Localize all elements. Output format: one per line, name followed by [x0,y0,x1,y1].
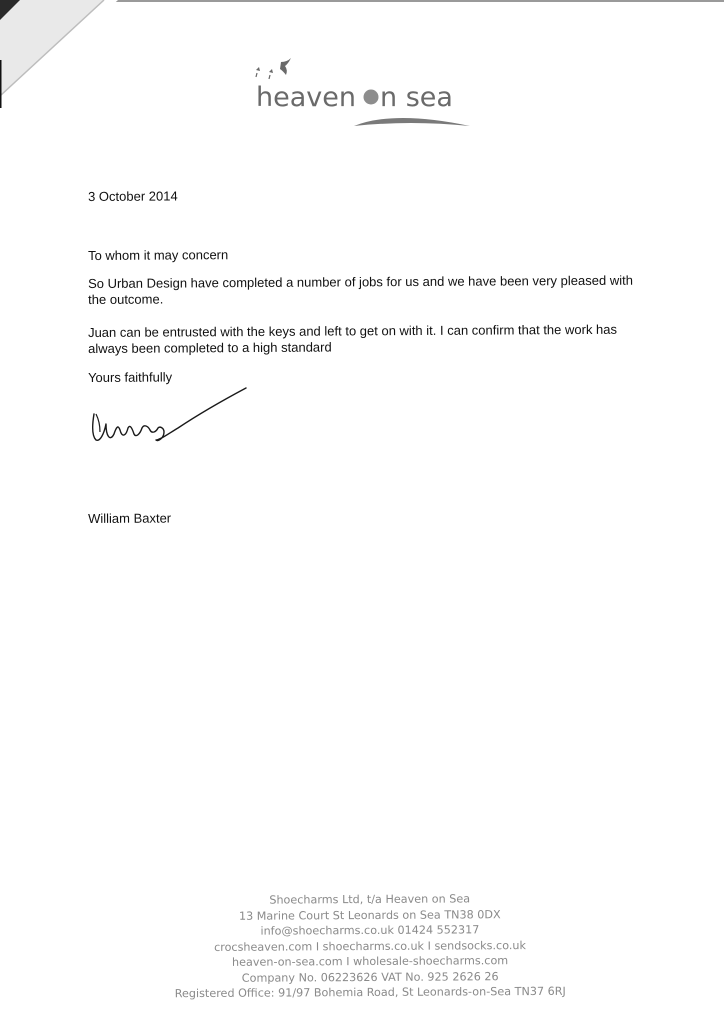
footer-websites-2: heaven-on-sea.com I wholesale-shoecharms.com [231,954,509,969]
footer-company-numbers: Company No. 06223626 VAT No. 925 2626 26 [241,969,499,985]
footer-company-info [140,891,601,1002]
company-logo [250,56,480,136]
signatory-name: William Baxter [88,510,172,526]
logo-wordmark-drawn [250,56,480,136]
footer-websites-1: crocsheaven.com I shoecharms.co.uk I sendsocks.co.uk [214,938,526,954]
letter-paragraph-1: So Urban Design have completed a number of jobs for us and we have been very pleased with the outcome. [88,272,633,307]
letter-paragraph-2: Juan can be entrusted with the keys and left to get on with it. I can confirm that the work has always been completed to a high standard [88,321,618,356]
svg-text:heaven: heaven [256,82,356,113]
footer-company-name: Shoecharms Ltd, t/a Heaven on Sea [269,892,471,907]
footer-address: 13 Marine Court St Leonards on Sea TN38 0DX [238,907,501,923]
svg-text:n sea: n sea [380,82,453,113]
footer-registered-office: Registered Office: 91/97 Bohemia Road, St Leonards-on-Sea TN37 6RJ [174,984,566,1001]
handwritten-signature [86,384,256,454]
letter-date: 3 October 2014 [88,188,178,204]
letter-salutation: To whom it may concern [88,247,229,263]
folded-corner [0,0,120,110]
footer-contact: info@shoecharms.co.uk 01424 552317 [260,923,480,938]
letter-closing: Yours faithfully [88,369,173,385]
